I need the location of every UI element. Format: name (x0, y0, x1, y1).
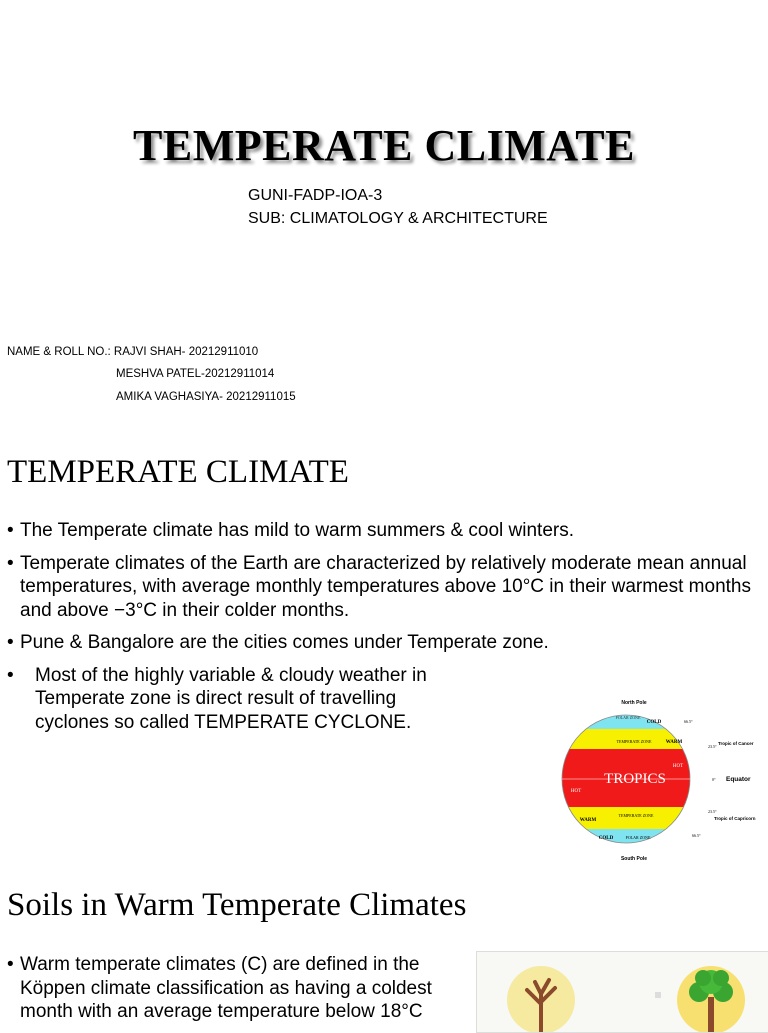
temperate-zone-label: TEMPERATE ZONE (618, 813, 654, 818)
bullet-item: • Warm temperate climates (C) are defined in the Köppen climate classification as having a coldest month with an average temperature below 18°C (7, 953, 462, 1024)
deg-label: 23.5° (708, 744, 717, 749)
deg-label: 0° (712, 777, 716, 782)
temperate-zone-label: TEMPERATE ZONE (616, 739, 652, 744)
tropic-of-capricorn-label: Tropic of Capricorn (714, 816, 756, 821)
deg-label: 66.5° (684, 719, 693, 724)
polar-zone-label: POLAR ZONE (625, 835, 651, 840)
polar-zone-label: POLAR ZONE (615, 715, 641, 720)
student-name-3: AMIKA VAGHASIYA- 20212911015 (116, 391, 296, 403)
equator-label: Equator (726, 776, 751, 783)
hot-label: HOT (672, 764, 684, 769)
tree-illustration (476, 951, 768, 1033)
subject-line: SUB: CLIMATOLOGY & ARCHITECTURE (248, 210, 548, 227)
south-pole-label: South Pole (620, 856, 648, 862)
bullet-item: • Most of the highly variable & cloudy weather in Temperate zone is direct result of travelling cyclones so called TEMPERATE CYCLONE. (7, 664, 475, 735)
cold-label: COLD (646, 720, 662, 725)
hot-label: HOT (570, 789, 582, 794)
section-heading-temperate: TEMPERATE CLIMATE (7, 454, 349, 490)
tropic-of-cancer-label: Tropic of Cancer (718, 741, 754, 746)
warm-label: WARM (579, 818, 597, 823)
bullet-item: • Temperate climates of the Earth are characterized by relatively moderate mean annual temperatures, with average monthly temperatures above 10°C in their warmest months and above −3°C in their colder months. (7, 552, 757, 623)
climate-zones-diagram (538, 697, 768, 865)
soil-bullet-list (7, 953, 462, 1033)
polar-band-top (558, 711, 698, 729)
bullet-item: • Pune & Bangalore are the cities comes under Temperate zone. (7, 631, 757, 655)
deg-label: 66.5° (692, 833, 701, 838)
course-code: GUNI-FADP-IOA-3 (248, 187, 383, 204)
student-name-2: MESHVA PATEL-20212911014 (116, 368, 275, 380)
warm-label: WARM (665, 740, 683, 745)
north-pole-label: North Pole (621, 700, 647, 706)
names-label: NAME & ROLL NO.: RAJVI SHAH- 20212911010 (7, 346, 259, 358)
cold-label: COLD (598, 836, 614, 841)
section-heading-soils: Soils in Warm Temperate Climates (7, 887, 467, 923)
tropics-label: TROPICS (604, 771, 666, 787)
slide-title: TEMPERATE CLIMATE (133, 121, 635, 170)
bullet-item: • The Temperate climate has mild to warm summers & cool winters. (7, 519, 757, 543)
deg-label: 23.5° (708, 809, 717, 814)
